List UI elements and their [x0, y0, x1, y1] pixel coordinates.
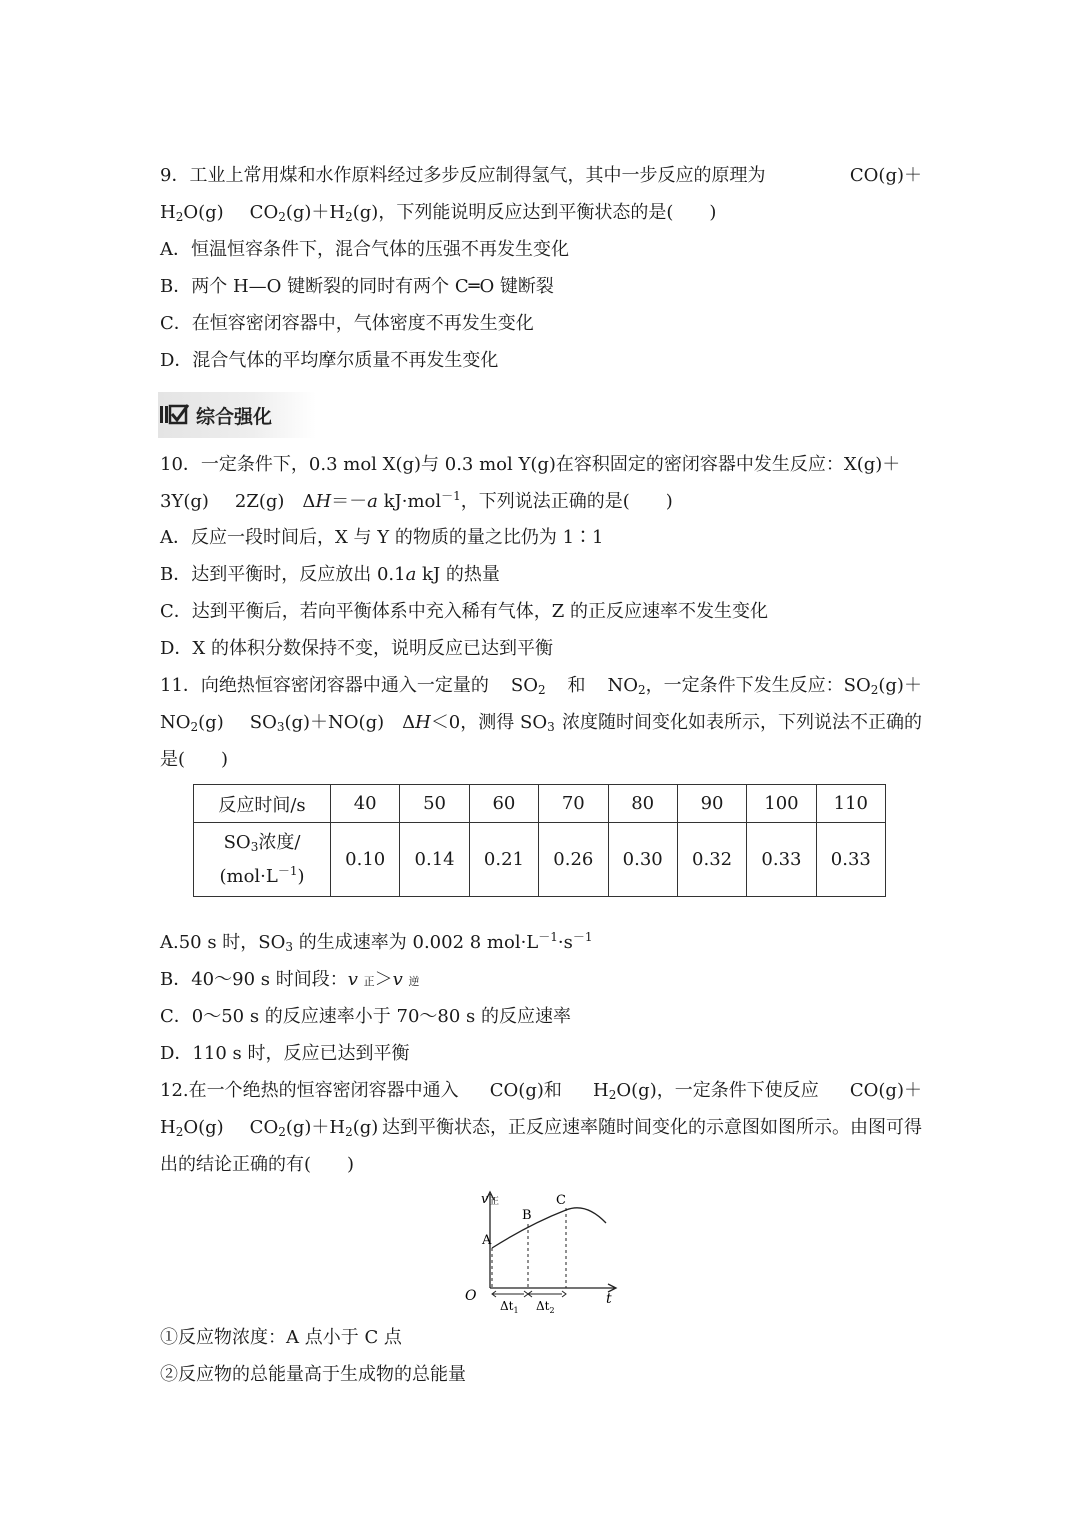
table-value-cell: 0.14	[400, 823, 469, 897]
rate-curve	[492, 1208, 606, 1248]
q12-statement-1: ①反应物浓度：A 点小于 C 点	[160, 1327, 402, 1348]
q10-option-b-post: kJ 的热量	[416, 564, 500, 585]
table-value-cell: 0.33	[747, 823, 816, 897]
table-time-cell: 50	[400, 785, 469, 823]
origin-label: O	[465, 1288, 477, 1304]
table-row-label: $SO_3$浓度/ $(mol\cdot L^{-1})$	[194, 823, 331, 897]
table-header-label: 反应时间/s	[194, 785, 331, 823]
q10-line2: 3Y(g) 2Z(g) ΔH＝－a kJ·mol$^{-1}$，下列说法正确的是( )	[160, 489, 673, 512]
q12-line1: 12.在一个绝热的恒容密闭容器中通入 CO(g)和 $H_2O(g)$，一定条件下使反应 CO(g)＋	[160, 1080, 922, 1102]
table-value-cell: 0.33	[816, 823, 885, 897]
table-time-cell: 60	[469, 785, 538, 823]
q9-option-c: C．在恒容密闭容器中，气体密度不再发生变化	[160, 313, 534, 334]
q10-option-b: B．达到平衡时，反应放出 0.1a kJ 的热量	[160, 564, 500, 585]
q10-unit: kJ·mol	[383, 491, 442, 512]
q11-line1: 11．向绝热恒容密闭容器中通入一定量的 $SO_2$ 和 $NO_2$，一定条件下发生反应：$SO_2(g)+$	[160, 675, 922, 697]
q11-option-b-pre: B．40～90 s 时间段：	[160, 969, 348, 990]
y-axis-sub: 正	[490, 1197, 500, 1207]
q9-option-b: B．两个 H—O 键断裂的同时有两个 C═O 键断裂	[160, 276, 554, 297]
q11-option-c: C．0～50 s 的反应速率小于 70～80 s 的反应速率	[160, 1006, 572, 1027]
row-label-2: (mol·L	[219, 865, 278, 887]
q11-option-a-mid: 的生成速率为 0.002 8 mol·L	[298, 932, 539, 953]
q10-option-a: A．反应一段时间后，X 与 Y 的物质的量之比仍为 1∶1	[160, 527, 604, 548]
q9-line2: $H_2O(g)$ $CO_2(g)+H_2(g)$，下列能说明反应达到平衡状态的是( )	[160, 202, 717, 224]
q11-option-d: D．110 s 时，反应已达到平衡	[160, 1043, 410, 1064]
q10-option-d: D．X 的体积分数保持不变，说明反应已达到平衡	[160, 638, 553, 659]
q11-line2-end: 浓度随时间变化如表所示，下列说法不正确的	[562, 712, 922, 733]
q11-option-a-pre: A.50 s 时，SO	[160, 932, 286, 953]
table-row-concentration	[194, 823, 886, 897]
q9-line1-end: CO(g)＋	[849, 165, 922, 186]
table-row-time	[194, 785, 886, 823]
table-value-cell: 0.26	[539, 823, 608, 897]
point-b-label: B	[522, 1208, 532, 1223]
q11-line1-text: 11．向绝热恒容密闭容器中通入一定量的	[160, 675, 489, 696]
interval-1-label: $\Delta t_1$	[500, 1299, 519, 1315]
q10-line1: 10．一定条件下，0.3 mol X(g)与 0.3 mol Y(g)在容积固定的密闭容器中发生反应：X(g)＋	[160, 454, 901, 475]
point-a-label: A	[482, 1233, 492, 1248]
row-label-1: 浓度/	[258, 831, 301, 853]
q10-option-c: C．达到平衡后，若向平衡体系中充入稀有气体，Z 的正反应速率不发生变化	[160, 601, 768, 622]
table-time-cell: 40	[331, 785, 400, 823]
q9-line1-text: 9．工业上常用煤和水作原料经过多步反应制得氢气，其中一步反应的原理为	[160, 165, 766, 186]
q9-option-a: A．恒温恒容条件下，混合气体的压强不再发生变化	[160, 239, 569, 260]
table-value-cell: 0.30	[608, 823, 677, 897]
section-title: 综合强化	[196, 406, 273, 428]
q12-statement-2: ②反应物的总能量高于生成物的总能量	[160, 1364, 466, 1385]
q12-line3: 出的结论正确的有( )	[160, 1154, 355, 1175]
so3-concentration-table	[193, 784, 886, 897]
q11-option-b: B．40～90 s 时间段：v 正＞v 逆	[160, 969, 420, 990]
table-value-cell: 0.21	[469, 823, 538, 897]
table-time-cell: 110	[816, 785, 885, 823]
q9-line1	[160, 164, 922, 188]
table-time-cell: 90	[677, 785, 746, 823]
checklist-icon	[160, 403, 190, 427]
section-header	[158, 392, 316, 438]
q11-line2: $NO_2(g)$ $SO_3(g)+NO(g)$ ΔH＜0，测得 $SO_3$ 浓度随时间变化如表所示，下列说法不正确的	[160, 712, 922, 734]
table-time-cell: 100	[747, 785, 816, 823]
q12-line2-end: 达到平衡状态，正反应速率随时间变化的示意图如图所示。由图可得	[382, 1117, 922, 1138]
x-axis-label: t	[606, 1291, 612, 1307]
table-time-cell: 80	[608, 785, 677, 823]
q9-option-d: D．混合气体的平均摩尔质量不再发生变化	[160, 350, 499, 371]
q9-line2-end: ，下列能说明反应达到平衡状态的是( )	[378, 202, 717, 223]
rate-time-graph	[460, 1188, 630, 1318]
interval-2-label: $\Delta t_2$	[536, 1299, 555, 1315]
table-value-cell: 0.10	[331, 823, 400, 897]
y-axis-label: v	[481, 1192, 489, 1207]
q11-line3: 是( )	[160, 749, 229, 770]
table-time-cell: 70	[539, 785, 608, 823]
q10-line2-end: ，下列说法正确的是( )	[460, 491, 673, 512]
q11-option-a: A.50 s 时，$SO_3$ 的生成速率为 0.002 8 $mol\cdot L^{-1}\cdot s^{-1}$	[160, 930, 593, 954]
q10-option-b-pre: B．达到平衡时，反应放出 0.1	[160, 564, 406, 585]
point-c-label: C	[556, 1193, 566, 1208]
table-value-cell: 0.32	[677, 823, 746, 897]
q12-line2: $H_2O(g)$ $CO_2(g)+H_2(g)$ 达到平衡状态，正反应速率随时间变化的示意图如图所示。由图可得	[160, 1117, 922, 1139]
